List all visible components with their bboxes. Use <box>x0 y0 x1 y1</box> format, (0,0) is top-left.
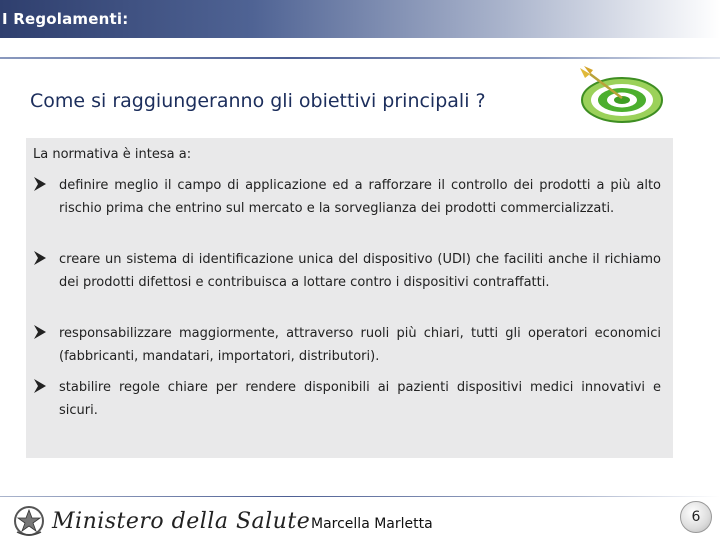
intro-text: La normativa è intesa a: <box>33 147 192 162</box>
list-item <box>33 249 661 294</box>
page-number: 6 <box>680 501 712 533</box>
bullet-text: creare un sistema di identificazione unica del dispositivo (UDI) che faciliti anche il richiamo dei prodotti difettosi e contribuisca a lottare contro i dispositivi contraffatti. <box>59 252 661 290</box>
ministry-logo-text: Ministero della Salute <box>52 509 311 534</box>
page-title: Come si raggiungeranno gli obiettivi principali ? <box>30 90 486 112</box>
arrow-bullet-icon <box>33 250 47 266</box>
bullet-text: stabilire regole chiare per rendere disponibili ai pazienti dispositivi medici innovativi e sicuri. <box>59 380 661 418</box>
arrow-bullet-icon <box>33 324 47 340</box>
list-item <box>33 175 661 220</box>
italian-republic-emblem-icon <box>12 504 46 538</box>
bullet-text: responsabilizzare maggiormente, attraverso ruoli più chiari, tutti gli operatori economici (fabbricanti, mandatari, importatori, distributori). <box>59 326 661 364</box>
arrow-bullet-icon <box>33 176 47 192</box>
list-item <box>33 323 661 368</box>
header-rule <box>0 57 720 59</box>
author-name: Marcella Marletta <box>311 516 433 532</box>
list-item <box>33 377 661 422</box>
bullet-text: definire meglio il campo di applicazione ed a rafforzare il controllo dei prodotti a più alto rischio prima che entrino sul mercato e la sorveglianza dei prodotti commercializzati. <box>59 178 661 216</box>
header-title: I Regolamenti: <box>2 10 129 28</box>
target-icon <box>572 66 672 126</box>
footer-rule <box>0 496 720 497</box>
arrow-bullet-icon <box>33 378 47 394</box>
